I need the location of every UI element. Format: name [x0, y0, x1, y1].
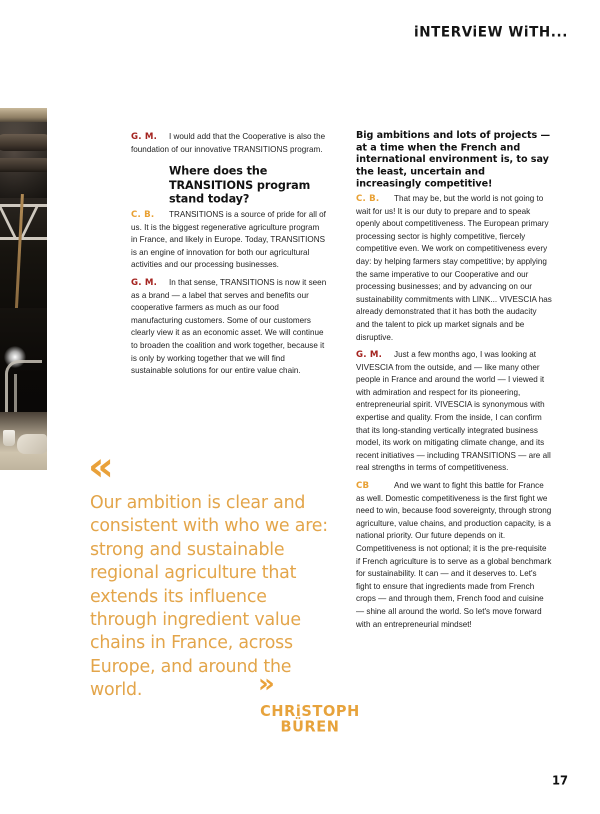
qa-block — [356, 349, 552, 475]
photo-pipe-upper — [0, 134, 47, 151]
speaker-label: G. M. — [356, 350, 383, 361]
speaker-label: C. B. — [356, 194, 380, 205]
speaker-label: C. B. — [131, 210, 155, 221]
qa-block — [131, 209, 327, 272]
qa-block — [356, 193, 552, 344]
photo-container-object — [3, 430, 15, 446]
qa-text: In that sense, TRANSITIONS is now it seen as a brand — a label that serves and benefits our cooperative farmers as much as our food manufacturing customers. Some of our customers clearly view it as an economic asset. We will continue to broaden the coalition and work together, because it is only by working together that we will find sustainable solutions for our entire value chain. — [131, 277, 327, 376]
qa-text: That may be, but the world is not going to wait for us! It is our duty to prepare and to speak openly about competitiveness. The European primary processing sector is highly competitive, fiercely competitive even. We work on competitiveness every day: by helping farmers stay competitive; by applying the same imperative to our Cooperative and our processing businesses; and by advancing on our sustainability commitments with LINK... VIVESCIA has already demonstrated that it has both the audacity and the talent to pick up market signals and be disruptive. — [356, 193, 552, 342]
page-number: 17 — [551, 772, 568, 788]
qa-block — [131, 277, 327, 378]
photo-gloved-hand — [17, 434, 47, 454]
industrial-facility-photo — [0, 108, 47, 470]
right-text-column — [356, 131, 552, 636]
quote-author-name: CHRiSTOPH BÜREN — [260, 702, 360, 736]
speaker-label: G. M. — [131, 278, 158, 289]
quote-open-icon: « — [88, 444, 110, 490]
qa-text: TRANSITIONS is a source of pride for all of us. It is the biggest regenerative agriculture program in France, and likely in Europe. Today, TRANSITIONS is an engine of innovation for both our agricultural activities and our processing businesses. — [131, 209, 326, 270]
quote-close-icon: » — [258, 669, 272, 699]
speaker-label: CB — [356, 481, 370, 492]
page-header-label: iNTERViEW WiTH... — [413, 23, 568, 41]
pull-quote — [88, 444, 360, 736]
qa-block — [356, 480, 552, 631]
speaker-label: G. M. — [131, 132, 158, 143]
column-heading: Big ambitions and lots of projects — at a time when the French and international environment is, to say the least, uncertain and increasingly competitive! — [356, 129, 551, 190]
qa-text: And we want to fight this battle for France as well. Domestic competitiveness is the first fight we need to win, because food sovereignty, through strong agriculture, value chains, and production capacity, is a national priority. Our future depends on it. Competitiveness is not optional; it is the pre-requisite if French agriculture is to serve as a global benchmark for sustainability. It can — and it deserves to. Let's fight to ensure that ingredients made from French crops — and through them, French food and cuisine — shine all around the world. So let's move forward with an entrepreneurial mindset! — [356, 481, 552, 629]
pull-quote-attribution-group — [258, 669, 408, 736]
photo-pipe-lower — [0, 158, 47, 172]
qa-block — [131, 131, 327, 156]
section-heading: Where does the TRANSITIONS program stand today? — [169, 164, 311, 207]
qa-text: I would add that the Cooperative is also the foundation of our innovative TRANSITIONS program. — [131, 132, 326, 154]
photo-handrail-secondary — [14, 374, 43, 416]
photo-truss-structure — [0, 204, 47, 240]
pull-quote-text: Our ambition is clear and consistent with who we are: strong and sustainable regional agriculture that extends its influence through ingredient value chains in France, across Europe, and around the world. — [90, 493, 328, 701]
left-text-column — [131, 131, 327, 383]
qa-text: Just a few months ago, I was looking at VIVESCIA from the outside, and — like many other people in France and around the world — I viewed it with admiration and respect for its pioneering, entrepreneurial spirit. VIVESCIA is synonymous with expertise and quality. From the inside, I can confirm that its long-standing vertically integrated business model, its work on mitigating climate change, and its recent initiatives — including TRANSITIONS — are all real strengths in terms of competitiveness. — [356, 350, 551, 473]
